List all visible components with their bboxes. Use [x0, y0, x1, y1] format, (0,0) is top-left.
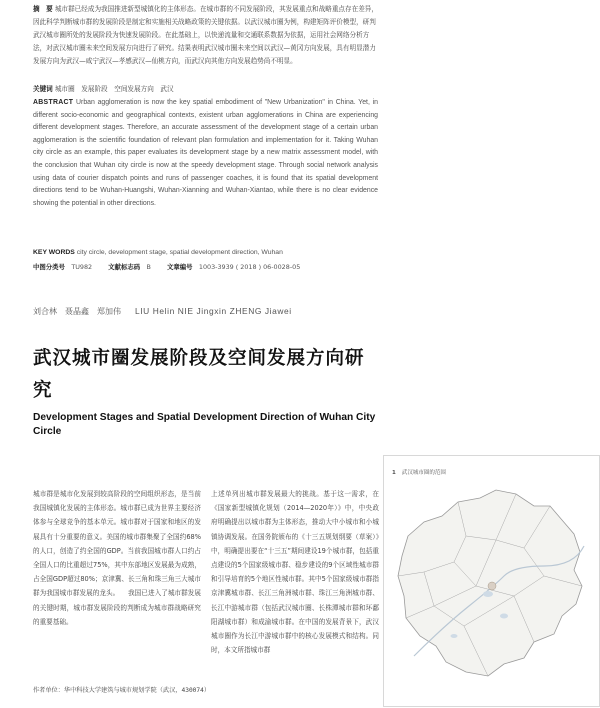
doc-value: B — [146, 263, 151, 271]
figure-caption — [392, 468, 446, 476]
map-lake — [451, 634, 458, 638]
abstract-en — [33, 97, 378, 210]
classification-line — [33, 262, 378, 271]
title-zh: 武汉城市圈发展阶段及空间发展方向研究 — [33, 348, 365, 401]
keywords-en — [33, 249, 378, 256]
abstract-en-label: ABSTRACT — [33, 99, 74, 106]
keywords-zh-text: 城市圈 发展阶段 空间发展方向 武汉 — [54, 85, 174, 93]
abstract-zh-label: 摘 要 — [33, 5, 53, 13]
abstract-en-text: Urban agglomeration is now the key spatial embodiment of "New Urbanization" in China. Yet, in different socio-economic and geographical contexts, existent urban agglomerations in China are experiencing different development stages. Therefore, an accurate assessment of the development stage of a certain urban agglomeration is the scientific foundation of relevant plan formulation and implementation for it. Taking Wuhan city circle as an example, this paper evaluates its development stage by a new matrix assessment model, with the conclusion that Wuhan city circle is now at the speedy development stage. Through social network analysis using data of courier dispatch points and runs of passenger coaches, it is found that its spatial development directions tend to be Wuhan-Huangshi, Wuhan-Xianning and Wuhan-Xiantao, while there is no clear evidence showing the potential in other directions. — [33, 99, 378, 207]
keywords-zh — [33, 83, 174, 93]
body-column-1: 城市群是城市化发展到较高阶段的空间组织形态，是当前我国城镇化发展的主体形态。城市群已成为世界主要经济体参与全球竞争的基本单元。城市群对于国家和地区的发展具有十分重要的意义。美国的城市群集聚了全国约68%的人口，创造了约全国的GDP。当前我国城市群人口约占全国人口的比重超过75%，其中东部地区发展最为成熟，占全国GDP超过80%；京津冀、长三角和珠三角三大城市群为我国城市群发展的龙头。 我国已进入了城市群发展的关键时期，城市群发展阶段的判断成为城市群战略研究的重要基础。 — [33, 490, 201, 626]
abstract-zh — [33, 3, 378, 68]
abstract-zh-text: 城市群已经成为我国推进新型城镇化的主体形态。在城市群的不同发展阶段，其发展重点和战略重点存在差异，因此科学判断城市群的发展阶段是制定和实施相关战略政策的关键依据。以武汉城市圈为例，构建矩阵评价模型，研判武汉城市圈所处的发展阶段为快速发展阶段。在此基础上，以快递流量和交通联系数据为依据，运用社会网络分析方法，对武汉城市圈未来空间发展方向进行了研究。结果表明武汉城市圈未来空间以武汉—黄冈方向发展，具有明显潜力发展方向为武汉—咸宁武汉—孝感武汉—仙桃方向，而武汉向其他方向发展趋势尚不明显。 — [33, 5, 378, 66]
keywords-en-text: city circle, development stage, spatial development direction, Wuhan — [76, 249, 283, 256]
keywords-en-label: KEY WORDS — [33, 249, 75, 256]
figure-caption-text: 武汉城市圈的范围 — [401, 470, 446, 476]
cls-value: TU982 — [71, 263, 93, 271]
cls-label: 中图分类号 — [33, 263, 65, 271]
authors-en: LIU Helin NIE Jingxin ZHENG Jiawei — [135, 306, 292, 316]
figure-number: 1 — [392, 470, 396, 476]
map-lake — [500, 614, 508, 619]
wuhan-city-circle-map — [384, 476, 599, 701]
body-column-2: 上述单列出城市群发展最大的挑战。基于这一需求，在《国家新型城镇化规划（2014—2020年）》中，中央政府明确提出以城市群为主体形态，推动大中小城市和小城镇协调发展。在国务院颁布的《十三五规划纲要（草案）》中，明确提出要在“十三五”期间建设19个城市群，包括重点建设的5个国家级城市群、稳步建设的9个区域性城市群和引导培育的5个地区性城市群。其中5个国家级城市群指京津冀城市群、长江三角洲城市群、珠江三角洲城市群、长江中游城市群（包括武汉城市圈、长株潭城市群和环鄱阳湖城市群）和成渝城市群。在中国的发展背景下，武汉城市圈作为长江中游城市群中的核心发展模式和结构。同时，本文所指城市群 — [211, 490, 379, 655]
doc-label: 文献标志码 — [108, 263, 141, 271]
authors — [33, 306, 292, 317]
authors-zh: 刘合林 聂晶鑫 郑加伟 — [33, 307, 121, 316]
map-lake — [483, 591, 493, 597]
keywords-zh-label: 关键词 — [33, 85, 53, 93]
figure-map — [383, 455, 600, 707]
title-en: Development Stages and Spatial Development Direction of Wuhan City Circle — [33, 412, 376, 437]
article-value: 1003-3939 ( 2018 ) 06-0028-05 — [198, 263, 301, 271]
article-label: 文章编号 — [166, 263, 193, 271]
author-affiliation: 作者单位：华中科技大学建筑与城市规划学院（武汉，430074） — [33, 687, 211, 694]
map-urban-core — [488, 582, 496, 590]
